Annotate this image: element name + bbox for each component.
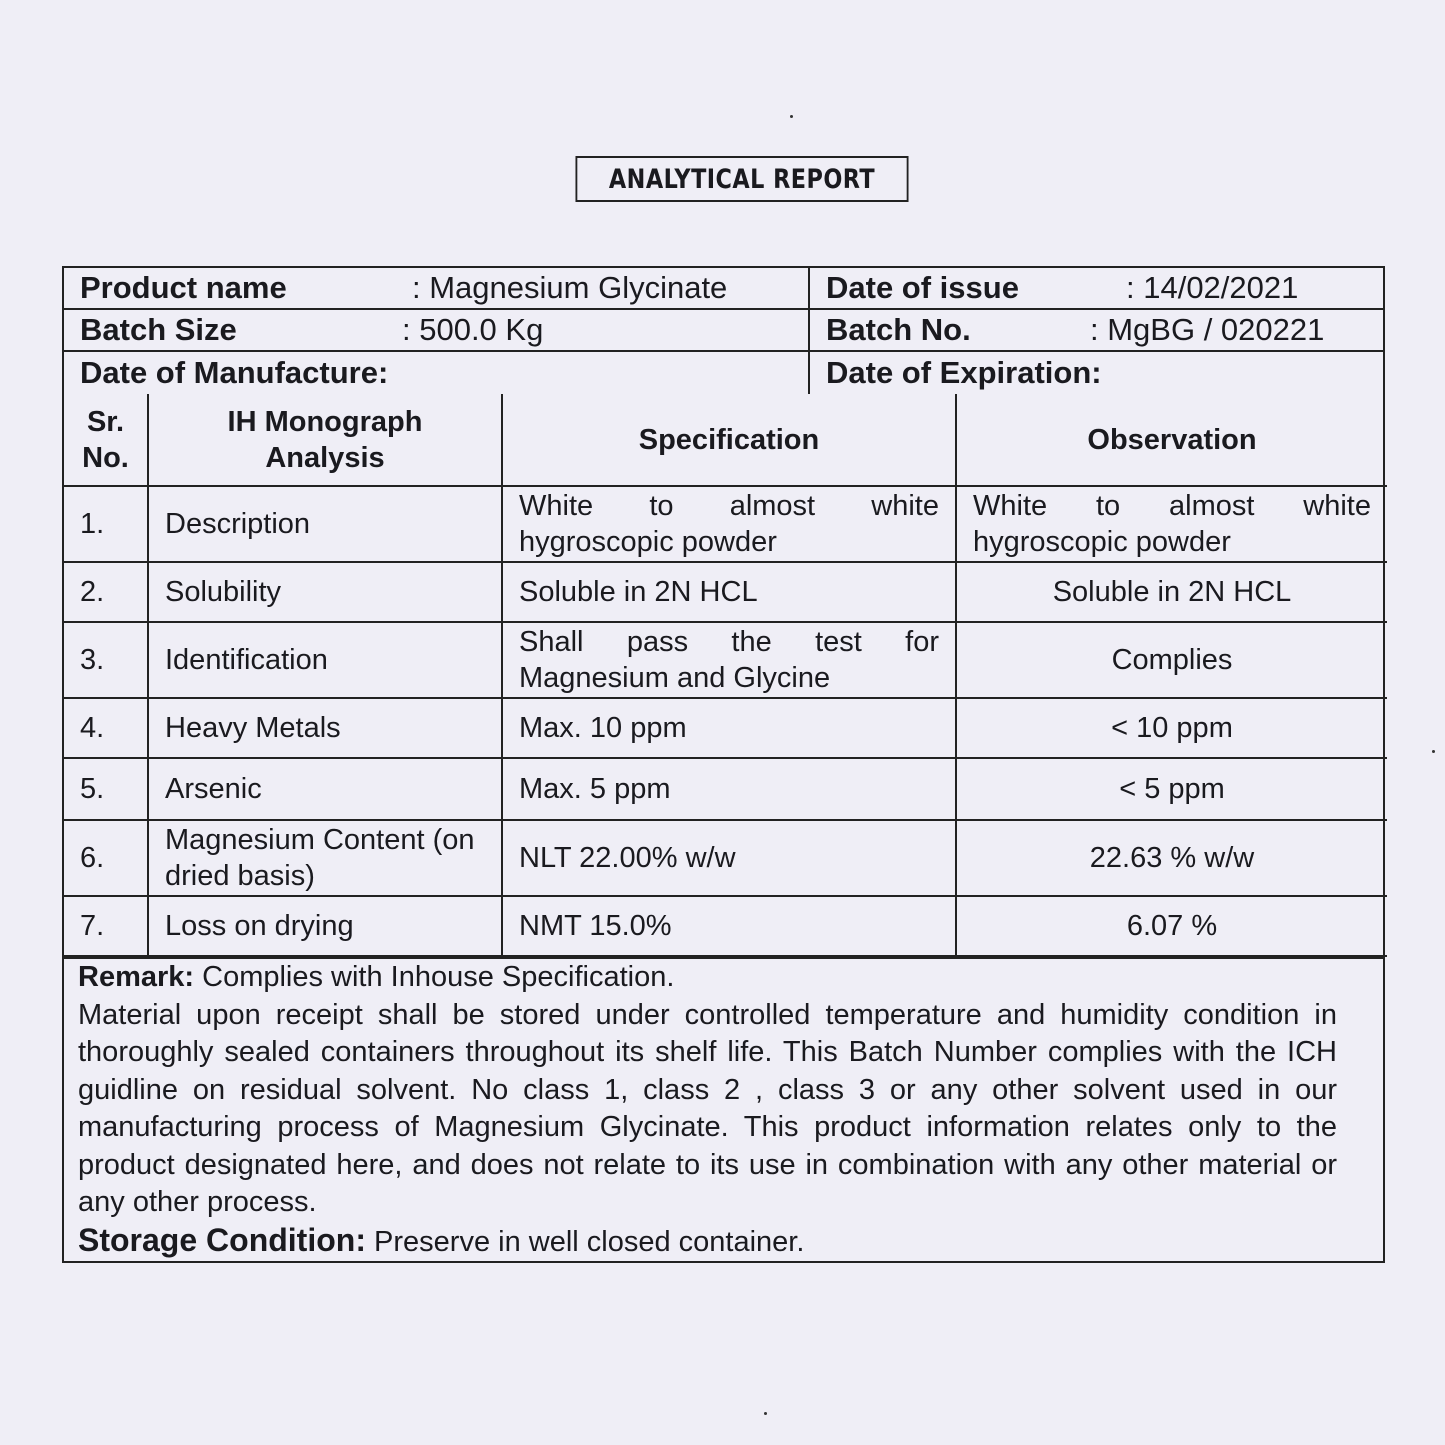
- header-row-3: [64, 352, 1383, 394]
- row-spec: White to almost white hygroscopic powder: [502, 486, 956, 562]
- col-header-sr: Sr. No.: [64, 394, 148, 486]
- batch-size-label: Batch Size: [80, 312, 237, 347]
- col-header-specification: Specification: [502, 394, 956, 486]
- table-row: [64, 562, 1387, 622]
- row-spec: NLT 22.00% w/w: [502, 820, 956, 896]
- row-sr: 7.: [64, 896, 148, 956]
- row-sr: 1.: [64, 486, 148, 562]
- analysis-table: [64, 394, 1387, 957]
- row-spec: Max. 10 ppm: [502, 698, 956, 758]
- row-test: Description: [148, 486, 502, 562]
- row-obs: < 5 ppm: [956, 758, 1387, 820]
- row-sr: 3.: [64, 622, 148, 698]
- row-spec: Shall pass the test for Magnesium and Glycine: [502, 622, 956, 698]
- batch-no-value: : MgBG / 020221: [1090, 312, 1325, 347]
- remark-text: Complies with Inhouse Specification.: [194, 961, 675, 993]
- remark-label: Remark:: [78, 961, 195, 993]
- storage-condition-label: Storage Condition:: [78, 1221, 366, 1258]
- row-obs: White to almost white hygroscopic powder: [956, 486, 1387, 562]
- storage-condition-text: Preserve in well closed container.: [365, 1225, 805, 1258]
- row-spec: Max. 5 ppm: [502, 758, 956, 820]
- row-sr: 2.: [64, 562, 148, 622]
- row-sr: 5.: [64, 758, 148, 820]
- table-row: [64, 622, 1387, 698]
- report-title: ANALYTICAL REPORT: [575, 156, 908, 202]
- remark-body: Material upon receipt shall be stored under controlled temperature and humidity condition in thoroughly sealed containers throughout its shelf life. This Batch Number complies with the ICH guidline on residual solvent. No class 1, class 2 , class 3 or any other solvent used in our manufacturing process of Magnesium Glycinate. This product information relates only to the product designated here, and does not relate to its use in combination with any other material or any other process.: [78, 998, 1337, 1218]
- row-spec: Soluble in 2N HCL: [502, 562, 956, 622]
- header-row-2: [64, 310, 1383, 352]
- batch-no-label: Batch No.: [826, 312, 971, 347]
- date-of-manufacture-label: Date of Manufacture:: [80, 355, 389, 390]
- row-obs: 22.63 % w/w: [956, 820, 1387, 896]
- table-row: [64, 820, 1387, 896]
- table-row: [64, 486, 1387, 562]
- batch-size-value: : 500.0 Kg: [402, 312, 544, 347]
- speck: [764, 1412, 767, 1415]
- row-test: Loss on drying: [148, 896, 502, 956]
- row-obs: 6.07 %: [956, 896, 1387, 956]
- remark-section: [64, 957, 1383, 1261]
- row-test: Heavy Metals: [148, 698, 502, 758]
- col-header-observation: Observation: [956, 394, 1387, 486]
- row-sr: 6.: [64, 820, 148, 896]
- speck: [790, 115, 793, 118]
- table-row: [64, 758, 1387, 820]
- table-header-row: [64, 394, 1387, 486]
- row-obs: < 10 ppm: [956, 698, 1387, 758]
- row-obs: Soluble in 2N HCL: [956, 562, 1387, 622]
- row-spec: NMT 15.0%: [502, 896, 956, 956]
- product-name-value: : Magnesium Glycinate: [412, 270, 728, 305]
- col-header-ih-monograph: IH Monograph Analysis: [148, 394, 502, 486]
- row-test: Magnesium Content (on dried basis): [148, 820, 502, 896]
- row-obs: Complies: [956, 622, 1387, 698]
- table-row: [64, 896, 1387, 956]
- row-test: Solubility: [148, 562, 502, 622]
- product-name-label: Product name: [80, 270, 287, 305]
- speck: [1432, 750, 1435, 753]
- date-of-issue-label: Date of issue: [826, 270, 1019, 305]
- row-sr: 4.: [64, 698, 148, 758]
- header-row-1: [64, 268, 1383, 310]
- row-test: Arsenic: [148, 758, 502, 820]
- table-row: [64, 698, 1387, 758]
- date-of-issue-value: : 14/02/2021: [1126, 270, 1299, 305]
- row-test: Identification: [148, 622, 502, 698]
- date-of-expiration-label: Date of Expiration:: [826, 355, 1102, 390]
- report-sheet: [62, 266, 1385, 1263]
